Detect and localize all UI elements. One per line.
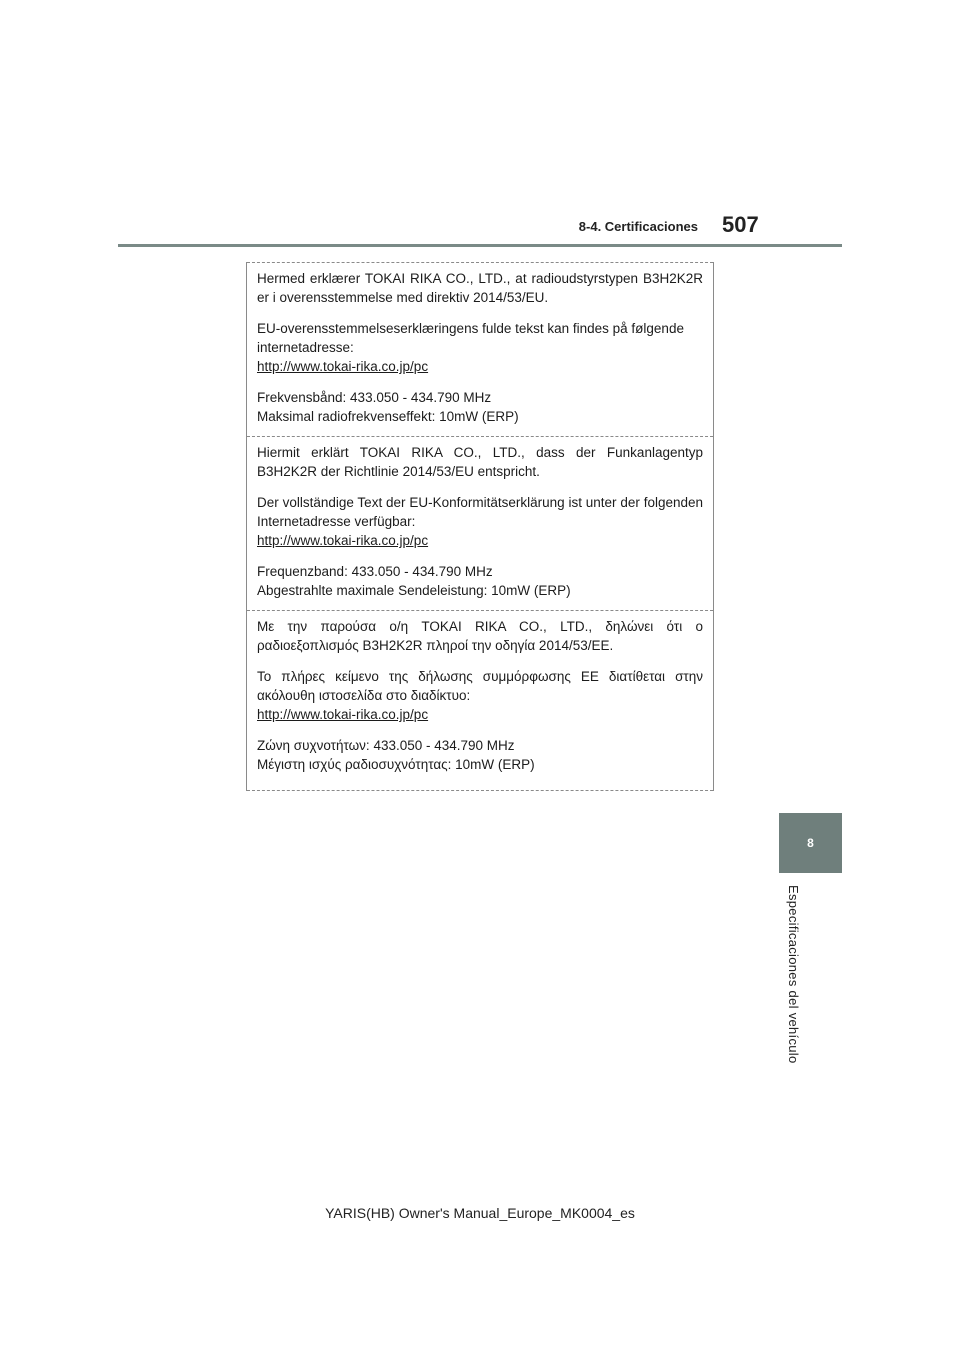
declaration-text: Hiermit erklärt TOKAI RIKA CO., LTD., dass der Funkanlagentyp B3H2K2R der Richtlinie 2014/53/EU entspricht. — [257, 445, 703, 479]
specs — [257, 562, 703, 600]
section-title: 8-4. Certificaciones — [578, 219, 698, 234]
frequency-band: Frekvensbånd: 433.050 - 434.790 MHz — [257, 390, 492, 405]
intro-text: Το πλήρες κείμενο της δήλωσης συμμόρφωσης ΕΕ διατίθεται στην ακόλουθη ιστοσελίδα στο διαδίκτυο: — [257, 669, 703, 703]
declaration-intro — [257, 493, 703, 550]
max-power: Abgestrahlte maximale Sendeleistung: 10mW (ERP) — [257, 583, 571, 598]
frequency-band: Ζώνη συχνοτήτων: 433.050 - 434.790 MHz — [257, 738, 515, 753]
frequency-band: Frequenzband: 433.050 - 434.790 MHz — [257, 564, 493, 579]
footer-text: YARIS(HB) Owner's Manual_Europe_MK0004_es — [325, 1205, 635, 1221]
intro-text: EU-overensstemmelseserklæringens fulde tekst kan findes på følgende internetadresse: — [257, 321, 684, 355]
declaration-section-greek — [247, 610, 713, 791]
declaration-section-german — [247, 436, 713, 610]
max-power: Μέγιστη ισχύς ραδιοσυχνότητας: 10mW (ERP) — [257, 757, 535, 772]
max-power: Maksimal radiofrekvenseffekt: 10mW (ERP) — [257, 409, 519, 424]
declaration-link[interactable]: http://www.tokai-rika.co.jp/pc — [257, 533, 429, 548]
header-divider — [118, 244, 842, 247]
declaration-section-danish — [247, 262, 713, 436]
declaration-intro — [257, 319, 703, 376]
intro-text: Der vollständige Text der EU-Konformitätserklärung ist unter der folgenden Internetadresse verfügbar: — [257, 495, 703, 529]
declaration-link[interactable]: http://www.tokai-rika.co.jp/pc — [257, 359, 429, 374]
chapter-tab: 8 — [779, 813, 842, 873]
specs — [257, 388, 703, 426]
page-number: 507 — [722, 212, 759, 237]
declaration-box — [246, 262, 714, 791]
declaration-intro — [257, 667, 703, 724]
declaration-text: Hermed erklærer TOKAI RIKA CO., LTD., at radioudstyrstypen B3H2K2R er i overensstemmelse med direktiv 2014/53/EU. — [257, 271, 703, 305]
declaration-link[interactable]: http://www.tokai-rika.co.jp/pc — [257, 707, 429, 722]
specs — [257, 736, 703, 774]
chapter-label: Especificaciones del vehículo — [786, 885, 801, 1064]
declaration-text: Με την παρούσα ο/η TOKAI RIKA CO., LTD., δηλώνει ότι ο ραδιοεξοπλισμός B3H2K2R πληροί την οδηγία 2014/53/ΕΕ. — [257, 619, 703, 653]
